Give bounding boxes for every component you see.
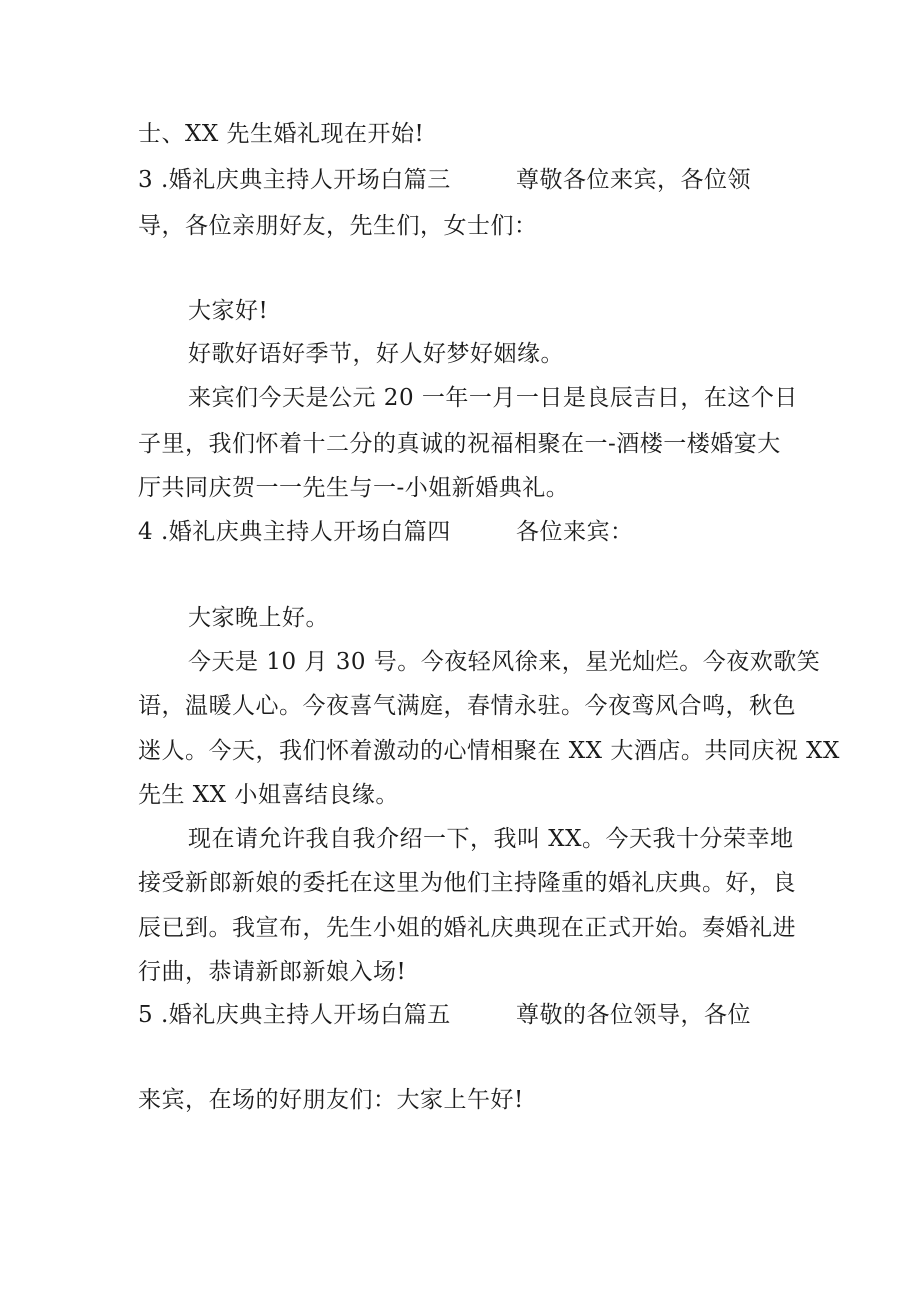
text-line: 今天是 10 月 30 号。今夜轻风徐来，星光灿烂。今夜欢歌笑 xyxy=(188,649,821,675)
text-line: 导，各位亲朋好友，先生们，女士们： xyxy=(138,213,538,239)
text-line: 行曲，恭请新郎新娘入场! xyxy=(138,959,407,985)
section-heading-5 xyxy=(138,999,798,1031)
text-line: 子里，我们怀着十二分的真诚的祝福相聚在一-酒楼一楼婚宴大 xyxy=(138,431,781,457)
text-line: 大家好! xyxy=(188,298,269,324)
section-heading-3 xyxy=(138,164,798,196)
section-greeting: 尊敬各位来宾，各位领 xyxy=(516,167,751,193)
text-line: 好歌好语好季节，好人好梦好姻缘。 xyxy=(188,341,564,367)
text-line: 士、XX 先生婚礼现在开始! xyxy=(138,121,425,147)
section-title: 4 .婚礼庆典主持人开场白篇四 xyxy=(138,519,451,545)
section-greeting: 尊敬的各位领导，各位 xyxy=(516,1002,751,1028)
text-line: 语，温暖人心。今夜喜气满庭，春情永驻。今夜鸾风合鸣，秋色 xyxy=(138,693,796,719)
text-line: 来宾，在场的好朋友们：大家上午好! xyxy=(138,1087,524,1113)
text-line: 先生 XX 小姐喜结良缘。 xyxy=(138,782,399,808)
text-line: 厅共同庆贺一一先生与一-小姐新婚典礼。 xyxy=(138,475,570,501)
text-line: 迷人。今天，我们怀着激动的心情相聚在 XX 大酒店。共同庆祝 XX xyxy=(138,738,840,764)
section-greeting: 各位来宾： xyxy=(516,519,634,545)
section-title: 3 .婚礼庆典主持人开场白篇三 xyxy=(138,167,451,193)
text-line: 现在请允许我自我介绍一下，我叫 XX。今天我十分荣幸地 xyxy=(188,826,794,852)
text-line: 辰已到。我宣布，先生小姐的婚礼庆典现在正式开始。奏婚礼进 xyxy=(138,915,796,941)
section-heading-4 xyxy=(138,516,798,548)
text-line: 大家晚上好。 xyxy=(188,605,329,631)
text-line: 来宾们今天是公元 20 一年一月一日是良辰吉日，在这个日 xyxy=(188,385,798,411)
section-title: 5 .婚礼庆典主持人开场白篇五 xyxy=(138,1002,451,1028)
text-line: 接受新郎新娘的委托在这里为他们主持隆重的婚礼庆典。好，良 xyxy=(138,870,796,896)
